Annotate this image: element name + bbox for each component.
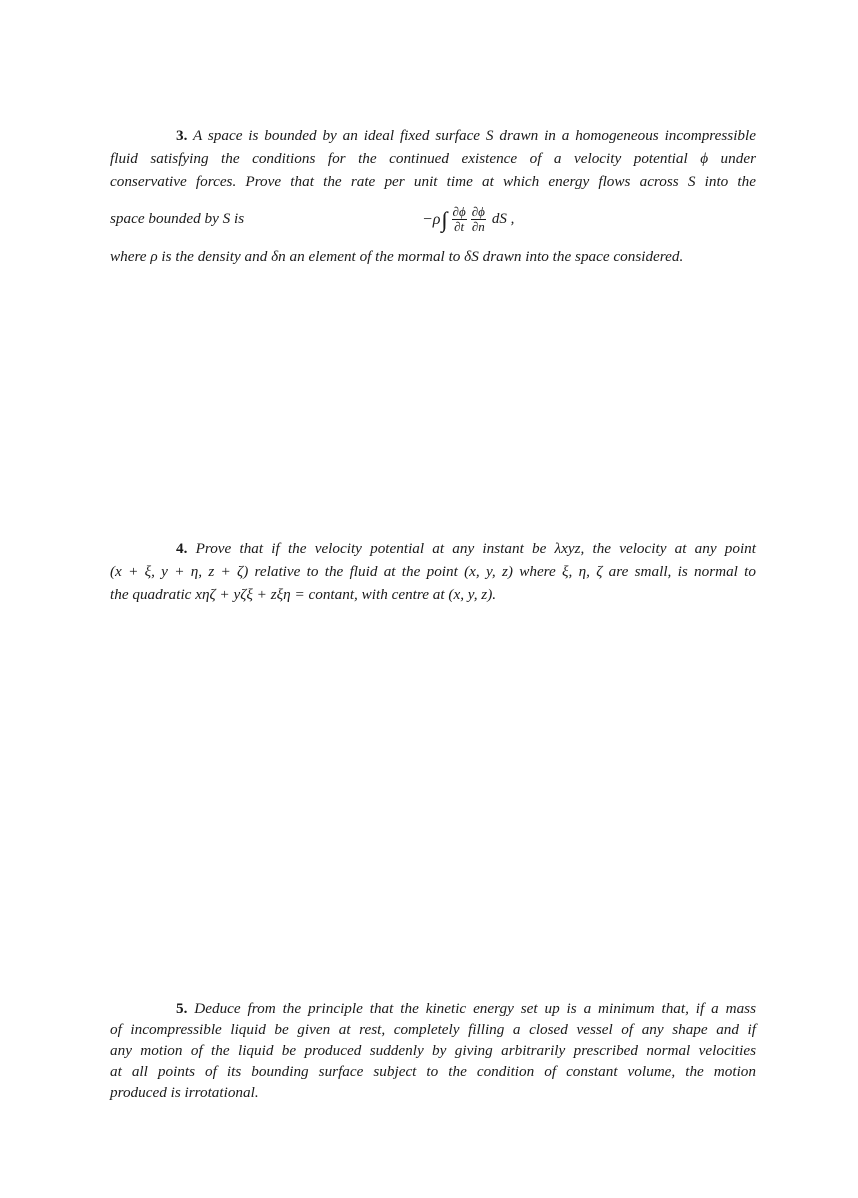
problem-3-line-1: 3. A space is bounded by an ideal fixed surface S drawn in a homogeneous incompressible	[176, 127, 756, 144]
fraction-dphi-dt	[452, 205, 467, 234]
fraction-numerator: ∂ϕ	[471, 203, 485, 219]
problem-3	[110, 124, 756, 268]
problem-3-line-3: conservative forces. Prove that the rate per unit time at which energy flows across S into the	[110, 173, 756, 190]
fraction-dphi-dn	[471, 205, 486, 234]
problem-4	[110, 537, 756, 606]
problem-4-line-1: 4. Prove that if the velocity potential at any instant be λxyz, the velocity at any point	[176, 540, 756, 557]
fraction-numerator: ∂ϕ	[452, 203, 466, 219]
formula-prefix: −ρ	[422, 210, 441, 228]
problem-4-line-2: (x + ξ, y + η, z + ζ) relative to the fluid at the point (x, y, z) where ξ, η, ζ are small, is normal to	[110, 563, 756, 580]
problem-5-line-4: at all points of its bounding surface subject to the condition of constant volume, the motion	[110, 1063, 756, 1080]
problem-3-last-line: where ρ is the density and δn an element of the mormal to δS drawn into the space considered.	[110, 248, 684, 265]
energy-flux-formula	[422, 199, 514, 239]
formula-lead-text: space bounded by S is	[110, 210, 245, 227]
fraction-denominator: ∂n	[471, 218, 485, 234]
problem-3-line-2: fluid satisfying the conditions for the continued existence of a velocity potential ϕ under	[110, 150, 756, 167]
fraction-denominator: ∂t	[454, 218, 465, 234]
problem-5-number: 5.	[176, 1000, 188, 1017]
problem-3-formula-row	[110, 199, 756, 243]
problem-4-number: 4.	[176, 540, 188, 557]
formula-suffix: dS ,	[491, 210, 515, 227]
problem-5-line-1: 5. Deduce from the principle that the kinetic energy set up is a minimum that, if a mass	[176, 1000, 756, 1017]
problem-5	[110, 998, 756, 1103]
problem-3-number: 3.	[176, 127, 188, 144]
problem-5-line-3: any motion of the liquid be produced suddenly by giving arbitrarily prescribed normal velocities	[110, 1042, 756, 1059]
problem-5-line-2: of incompressible liquid be given at rest, completely filling a closed vessel of any shape and if	[110, 1021, 756, 1038]
problem-4-last-line: the quadratic xηζ + yζξ + zξη = contant, with centre at (x, y, z).	[110, 586, 497, 603]
problem-5-last-line: produced is irrotational.	[110, 1084, 259, 1101]
